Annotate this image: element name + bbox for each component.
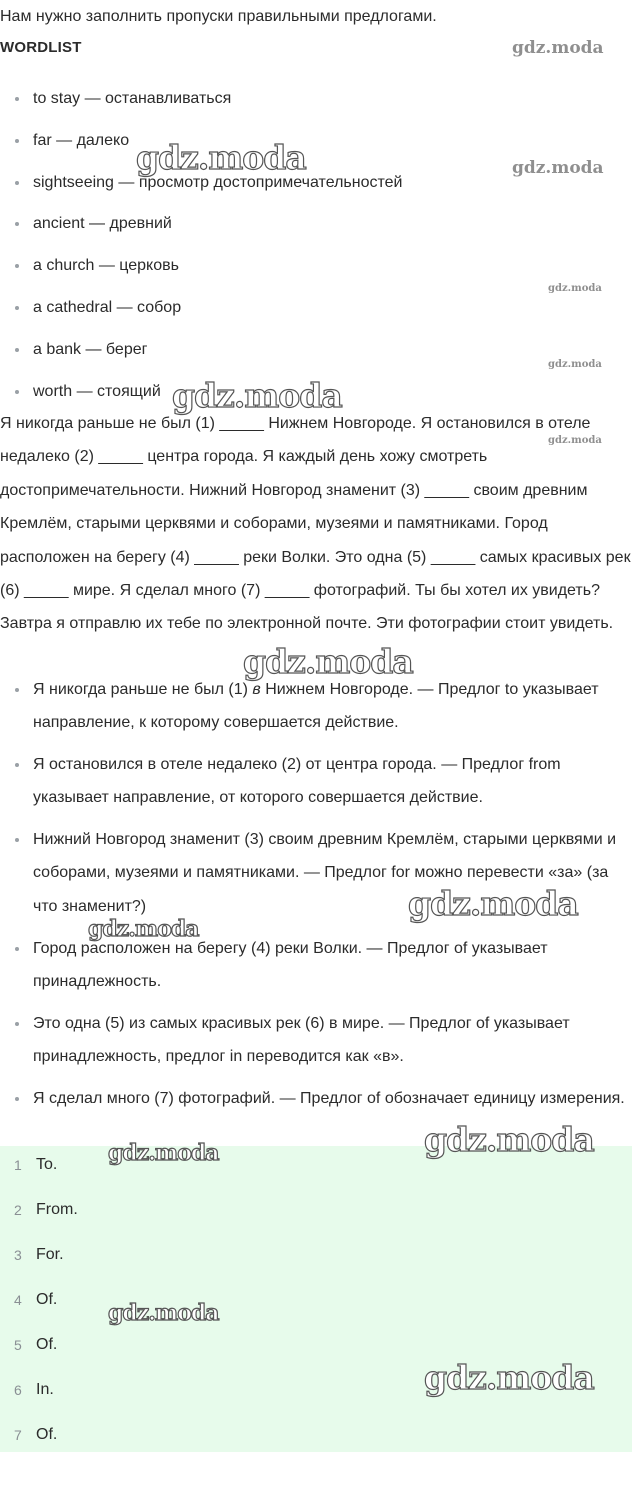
answer-item xyxy=(0,1416,632,1461)
explanation-text: Я никогда раньше не был (1) в Нижнем Новгороде. — Предлог to указывает направление, к которому совершается действие. xyxy=(33,681,599,732)
answer-number: 3 xyxy=(14,1247,22,1263)
explanation-text: Город расположен на берегу (4) реки Волки. — Предлог of указывает принадлежность. xyxy=(33,940,548,991)
answer-text: To. xyxy=(36,1156,58,1173)
list-item xyxy=(0,289,632,331)
list-item-text: a bank — берег xyxy=(33,340,148,358)
list-item xyxy=(0,932,632,1007)
answer-text: Of. xyxy=(36,1336,58,1353)
explanations-list xyxy=(0,673,632,1157)
list-item xyxy=(0,1007,632,1082)
watermark: gdz.moda xyxy=(108,1140,219,1166)
watermark: gdz.moda xyxy=(243,642,413,681)
list-item xyxy=(0,205,632,247)
answer-text: Of. xyxy=(36,1426,58,1443)
answer-item xyxy=(0,1236,632,1281)
answer-item xyxy=(0,1281,632,1326)
bullet-icon xyxy=(15,1097,19,1101)
bullet-icon xyxy=(15,763,19,767)
passage-text: Я никогда раньше не был (1) _____ Нижнем Новгороде. Я остановился в отеле недалеко (2) _____ центра города. Я каждый день хожу смотреть достопримечательности. Нижний Новгород знаменит (3) _____ своим древним Кремлём, старыми церквями и соборами, музеями и памятниками. Город расположен на берегу (4) _____ реки Волки. Это одна (5) _____ самых красивых рек (6) _____ мире. Я сделал много (7) _____ фотографий. Ты бы хотел их увидеть? Завтра я отправлю их тебе по электронной почте. Эти фотографии стоит увидеть. xyxy=(0,415,631,633)
bullet-icon xyxy=(15,1022,19,1026)
bullet-icon xyxy=(15,97,19,101)
bullet-icon xyxy=(15,181,19,185)
answer-text: From. xyxy=(36,1201,78,1218)
list-item xyxy=(0,122,632,164)
watermark: gdz.moda xyxy=(548,435,602,446)
bullet-icon xyxy=(15,139,19,143)
list-item-text: sightseeing — просмотр достопримечательностей xyxy=(33,173,403,191)
watermark: gdz.moda xyxy=(172,376,342,415)
watermark: gdz.moda xyxy=(88,916,199,942)
explanation-text: Я сделал много (7) фотографий. — Предлог of обозначает единицу измерения. xyxy=(33,1090,625,1107)
watermark: gdz.moda xyxy=(424,1358,594,1397)
watermark: gdz.moda xyxy=(108,1300,219,1326)
list-item xyxy=(0,164,632,206)
watermark: gdz.moda xyxy=(548,283,602,294)
answer-number: 6 xyxy=(14,1382,22,1398)
bullet-icon xyxy=(15,222,19,226)
explanation-text: Это одна (5) из самых красивых рек (6) в мире. — Предлог of указывает принадлежность, предлог in переводится как «в». xyxy=(33,1015,570,1066)
answer-text: In. xyxy=(36,1381,54,1398)
bullet-icon xyxy=(15,264,19,268)
list-item xyxy=(0,823,632,932)
watermark: gdz.moda xyxy=(512,38,604,58)
answer-number: 5 xyxy=(14,1337,22,1353)
bullet-icon xyxy=(15,390,19,394)
answer-number: 4 xyxy=(14,1292,22,1308)
bullet-icon xyxy=(15,947,19,951)
intro-text: Нам нужно заполнить пропуски правильными предлогами. xyxy=(0,8,437,25)
answer-item xyxy=(0,1146,632,1191)
explanation-text: Я остановился в отеле недалеко (2) от центра города. — Предлог from указывает направление, от которого совершается действие. xyxy=(33,756,561,807)
answer-item xyxy=(0,1371,632,1416)
list-item xyxy=(0,673,632,748)
list-item-text: ancient — древний xyxy=(33,215,172,233)
list-item-text: a cathedral — собор xyxy=(33,298,182,316)
watermark: gdz.moda xyxy=(548,359,602,370)
list-item xyxy=(0,80,632,122)
list-item-text: a church — церковь xyxy=(33,257,179,275)
answer-number: 7 xyxy=(14,1427,22,1443)
answer-number: 2 xyxy=(14,1202,22,1218)
watermark: gdz.moda xyxy=(512,158,604,178)
preposition: в xyxy=(252,681,261,698)
watermark: gdz.moda xyxy=(408,884,578,923)
answer-item xyxy=(0,1326,632,1371)
list-item xyxy=(0,748,632,823)
list-item xyxy=(0,331,632,373)
bullet-icon xyxy=(15,838,19,842)
wordlist xyxy=(0,80,632,414)
answer-item xyxy=(0,1191,632,1236)
answer-key xyxy=(0,1146,632,1452)
answer-text: Of. xyxy=(36,1291,58,1308)
bullet-icon xyxy=(15,688,19,692)
list-item-text: to stay — останавливаться xyxy=(33,90,232,107)
bullet-icon xyxy=(15,306,19,310)
answer-text: For. xyxy=(36,1246,64,1263)
watermark: gdz.moda xyxy=(136,138,306,177)
explanation-text: Нижний Новгород знаменит (3) своим древним Кремлём, старыми церквями и соборами, музеями и памятниками. — Предлог for можно перевести «за» (за что знаменит?) xyxy=(33,831,617,915)
bullet-icon xyxy=(15,348,19,352)
list-item xyxy=(0,247,632,289)
list-item-text: far — далеко xyxy=(33,131,130,149)
wordlist-title: WORDLIST xyxy=(0,39,82,56)
watermark: gdz.moda xyxy=(424,1120,594,1159)
answer-number: 1 xyxy=(14,1157,22,1173)
list-item-text: worth — стоящий xyxy=(33,382,161,400)
